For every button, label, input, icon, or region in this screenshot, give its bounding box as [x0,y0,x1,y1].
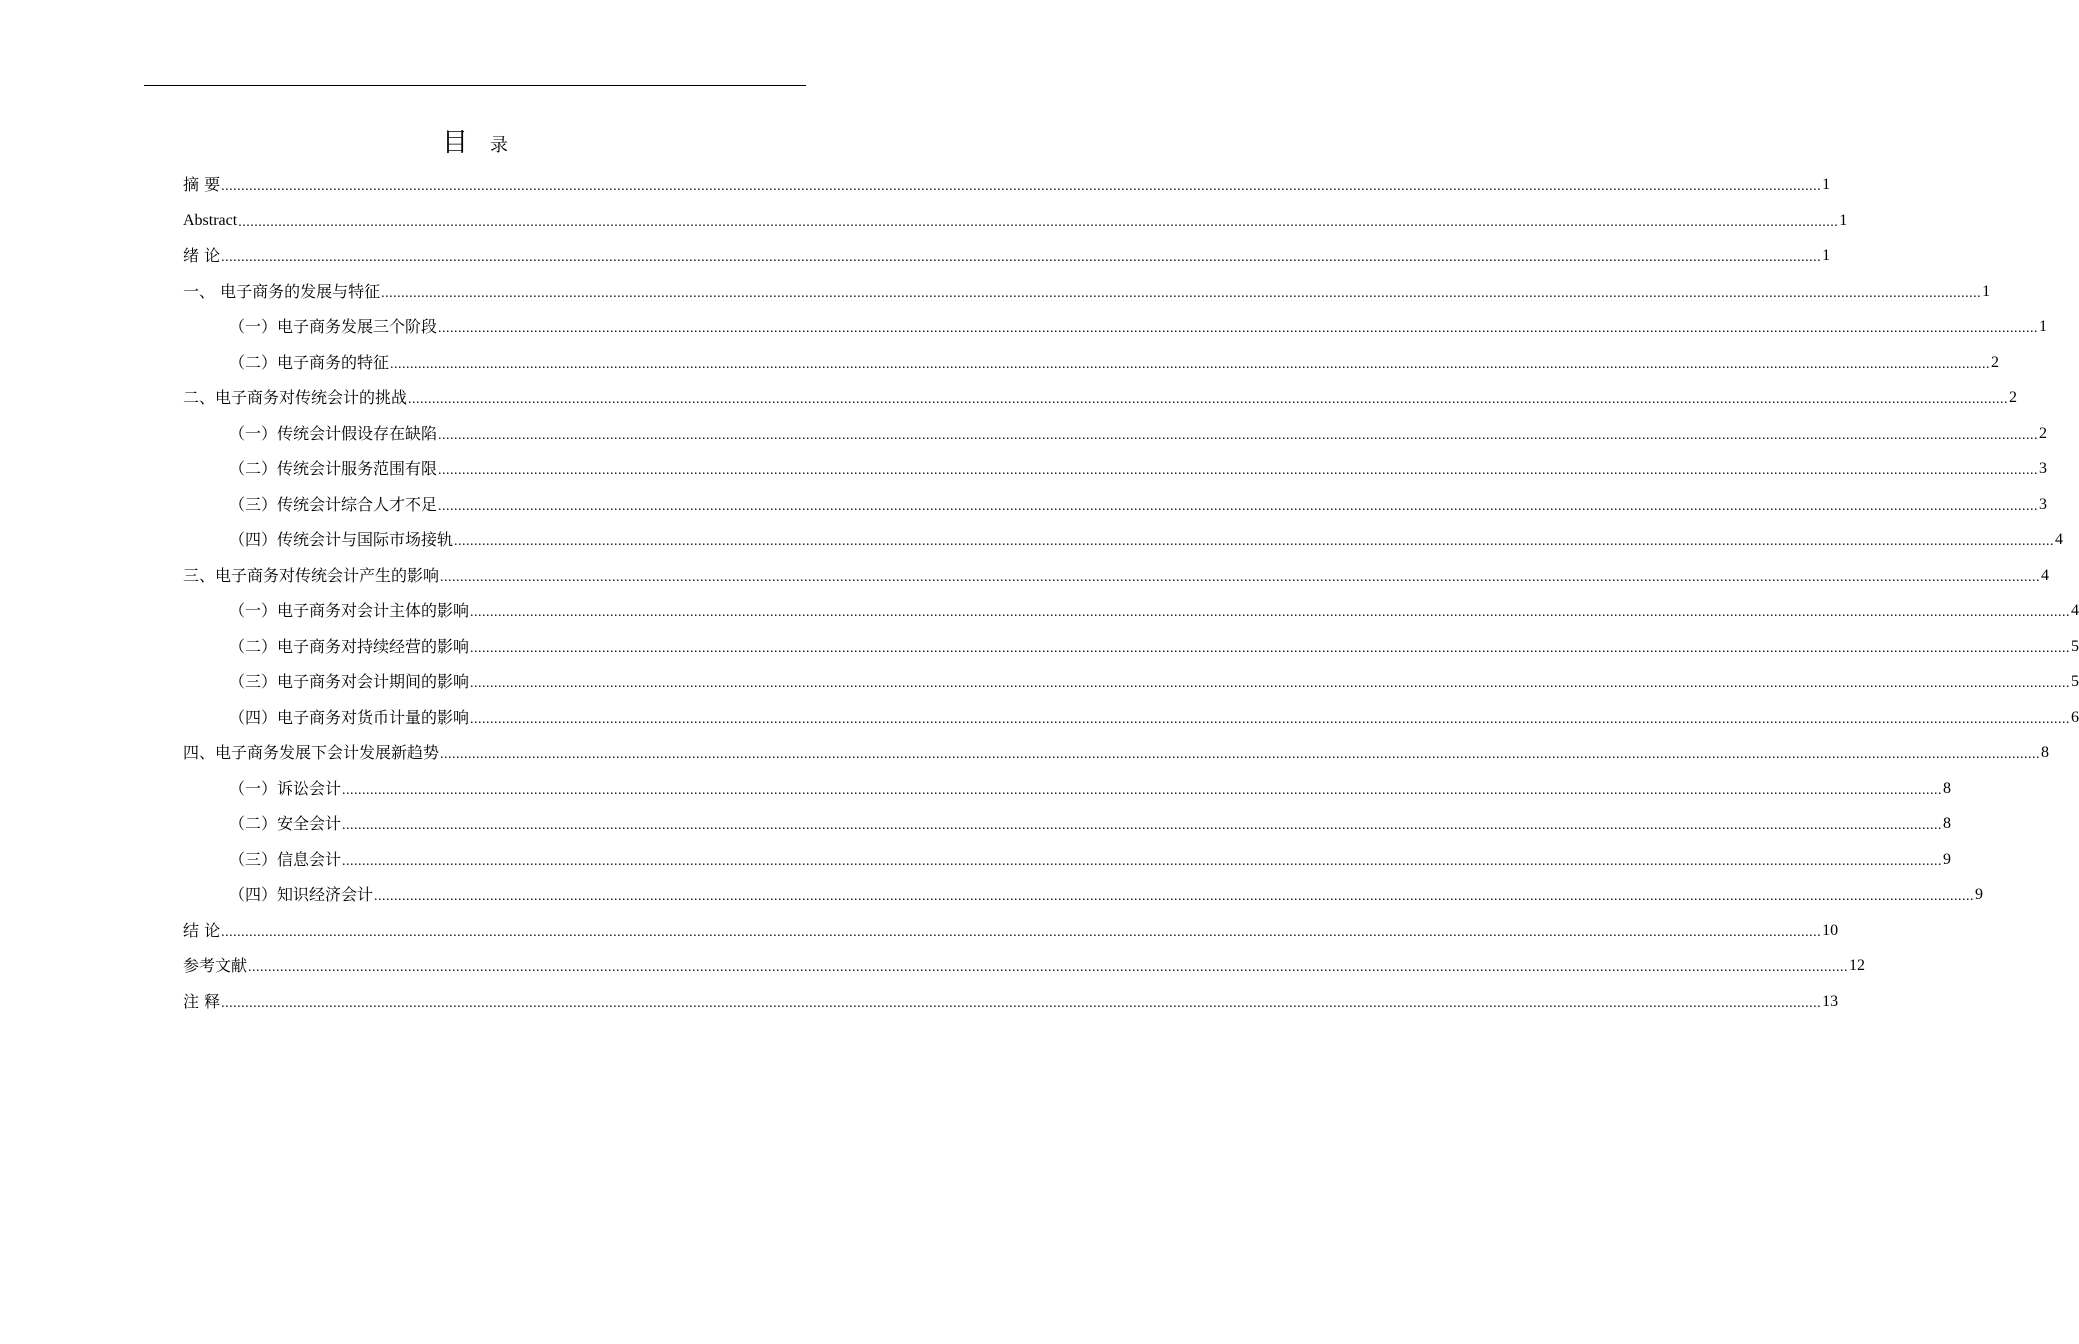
toc-entry-label: （四）传统会计与国际市场接轨 [229,530,454,549]
toc-entry-label: （四）电子商务对货币计量的影响 [229,707,470,727]
toc-dot-leader: ................................................................................................................................................................................................................................................................................................................................................................................................................ [390,356,1991,372]
toc-entry-label: （二）电子商务对持续经营的影响 [229,636,470,656]
toc-entry[interactable] [183,877,1984,913]
table-of-contents [183,167,2079,1019]
toc-entry-label: （四）知识经济会计 [229,885,374,904]
toc-entry-label: （三）电子商务对会计期间的影响 [229,672,470,691]
toc-dot-leader: ................................................................................................................................................................................................................................................................................................................................................................................................................ [408,392,2009,407]
toc-entry-page-number: 1 [1822,176,1831,193]
toc-dot-leader: ................................................................................................................................................................................................................................................................................................................................................................................................................ [342,782,1943,798]
toc-entry-label: 参考文献 [183,956,248,975]
toc-entry-page-number: 1 [1839,211,1848,229]
toc-dot-leader: ................................................................................................................................................................................................................................................................................................................................................................................................................ [381,285,1982,301]
toc-entry-label: 四、电子商务发展下会计发展新趋势 [183,743,440,762]
toc-entry-page-number: 6 [2071,708,2079,726]
toc-dot-leader: ................................................................................................................................................................................................................................................................................................................................................................................................................ [438,427,2039,443]
toc-entry-page-number: 2 [2039,424,2048,442]
header-rule [144,85,806,86]
toc-entry-label: （三）传统会计综合人才不足 [229,494,438,514]
toc-entry-page-number: 4 [2041,566,2050,584]
toc-entry[interactable] [183,309,2048,345]
toc-entry-page-number: 8 [1943,815,1952,832]
toc-entry[interactable] [183,203,1848,239]
toc-title-secondary: 录 [490,135,508,156]
toc-entry-label: 绪 论 [183,246,221,265]
toc-entry-label: （二）安全会计 [229,814,342,833]
toc-dot-leader: ................................................................................................................................................................................................................................................................................................................................................................................................................ [221,179,1822,194]
toc-entry-label: （二）电子商务的特征 [229,352,390,372]
toc-entry[interactable] [183,842,1952,878]
toc-entry-page-number: 1 [2039,318,2048,335]
toc-dot-leader: ................................................................................................................................................................................................................................................................................................................................................................................................................ [238,214,1839,230]
toc-entry[interactable] [183,984,1839,1020]
toc-dot-leader: ................................................................................................................................................................................................................................................................................................................................................................................................................ [221,250,1822,265]
toc-entry-label: （三）信息会计 [229,849,342,869]
toc-entry-label: 三、电子商务对传统会计产生的影响 [183,565,440,585]
toc-dot-leader: ................................................................................................................................................................................................................................................................................................................................................................................................................ [440,569,2041,585]
toc-entry[interactable] [183,700,2079,736]
toc-entry-page-number: 5 [2071,673,2079,690]
toc-entry-label: （二）传统会计服务范围有限 [229,459,438,478]
toc-dot-leader: ................................................................................................................................................................................................................................................................................................................................................................................................................ [342,818,1943,833]
toc-entry-page-number: 9 [1975,886,1984,903]
toc-dot-leader: ................................................................................................................................................................................................................................................................................................................................................................................................................ [470,711,2071,727]
toc-dot-leader: ................................................................................................................................................................................................................................................................................................................................................................................................................ [221,995,1822,1011]
toc-dot-leader: ................................................................................................................................................................................................................................................................................................................................................................................................................ [342,853,1943,869]
toc-entry-page-number: 3 [2039,460,2048,477]
toc-entry[interactable] [183,735,2050,771]
toc-entry-page-number: 9 [1943,850,1952,868]
toc-entry[interactable] [183,487,2048,523]
toc-dot-leader: ................................................................................................................................................................................................................................................................................................................................................................................................................ [454,534,2055,549]
toc-dot-leader: ................................................................................................................................................................................................................................................................................................................................................................................................................ [438,321,2039,336]
toc-dot-leader: ................................................................................................................................................................................................................................................................................................................................................................................................................ [438,498,2039,514]
toc-entry-label: （一）电子商务对会计主体的影响 [229,601,470,620]
toc-entry-page-number: 5 [2071,637,2079,655]
toc-entry[interactable] [183,380,2018,416]
toc-entry[interactable] [183,274,1991,310]
toc-dot-leader: ................................................................................................................................................................................................................................................................................................................................................................................................................ [221,924,1822,940]
toc-entry-label: 结 论 [183,920,221,940]
toc-entry[interactable] [183,771,1952,807]
toc-entry-label: 摘 要 [183,175,221,194]
toc-dot-leader: ................................................................................................................................................................................................................................................................................................................................................................................................................ [470,605,2071,620]
toc-entry-label: （一）诉讼会计 [229,778,342,798]
toc-entry-page-number: 8 [2041,744,2050,761]
toc-entry-label: （一）电子商务发展三个阶段 [229,317,438,336]
toc-entry[interactable] [183,416,2048,452]
toc-entry-page-number: 4 [2071,602,2079,619]
toc-entry-label: 注 释 [183,991,221,1011]
toc-entry[interactable] [183,167,1831,203]
toc-entry[interactable] [183,522,2064,558]
toc-dot-leader: ................................................................................................................................................................................................................................................................................................................................................................................................................ [438,463,2039,478]
toc-entry[interactable] [183,664,2079,700]
toc-entry-page-number: 1 [1982,282,1991,300]
toc-entry-page-number: 2 [1991,353,2000,371]
toc-entry-label: Abstract [183,211,238,229]
toc-entry[interactable] [183,238,1831,274]
toc-entry[interactable] [183,451,2048,487]
toc-entry-label: 一、 电子商务的发展与特征 [183,281,381,301]
toc-entry[interactable] [183,558,2050,594]
toc-entry-label: （一）传统会计假设存在缺陷 [229,423,438,443]
toc-entry[interactable] [183,948,1866,984]
toc-entry-label: 二、电子商务对传统会计的挑战 [183,388,408,407]
toc-entry-page-number: 1 [1822,247,1831,264]
toc-entry-page-number: 10 [1822,921,1839,939]
toc-entry[interactable] [183,593,2079,629]
toc-entry[interactable] [183,913,1839,949]
toc-entry-page-number: 4 [2055,531,2064,548]
toc-dot-leader: ................................................................................................................................................................................................................................................................................................................................................................................................................ [440,747,2041,762]
toc-entry-page-number: 12 [1849,957,1866,974]
toc-dot-leader: ................................................................................................................................................................................................................................................................................................................................................................................................................ [374,889,1975,904]
toc-entry-page-number: 8 [1943,779,1952,797]
toc-title-main: 目 [441,128,468,158]
toc-entry[interactable] [183,806,1952,842]
toc-dot-leader: ................................................................................................................................................................................................................................................................................................................................................................................................................ [470,676,2071,691]
toc-entry[interactable] [183,629,2079,665]
toc-dot-leader: ................................................................................................................................................................................................................................................................................................................................................................................................................ [470,640,2071,656]
toc-entry-page-number: 13 [1822,992,1839,1010]
toc-dot-leader: ................................................................................................................................................................................................................................................................................................................................................................................................................ [248,960,1849,975]
toc-entry[interactable] [183,345,2000,381]
toc-entry-page-number: 3 [2039,495,2048,513]
toc-title [0,122,950,159]
toc-entry-page-number: 2 [2009,389,2018,406]
